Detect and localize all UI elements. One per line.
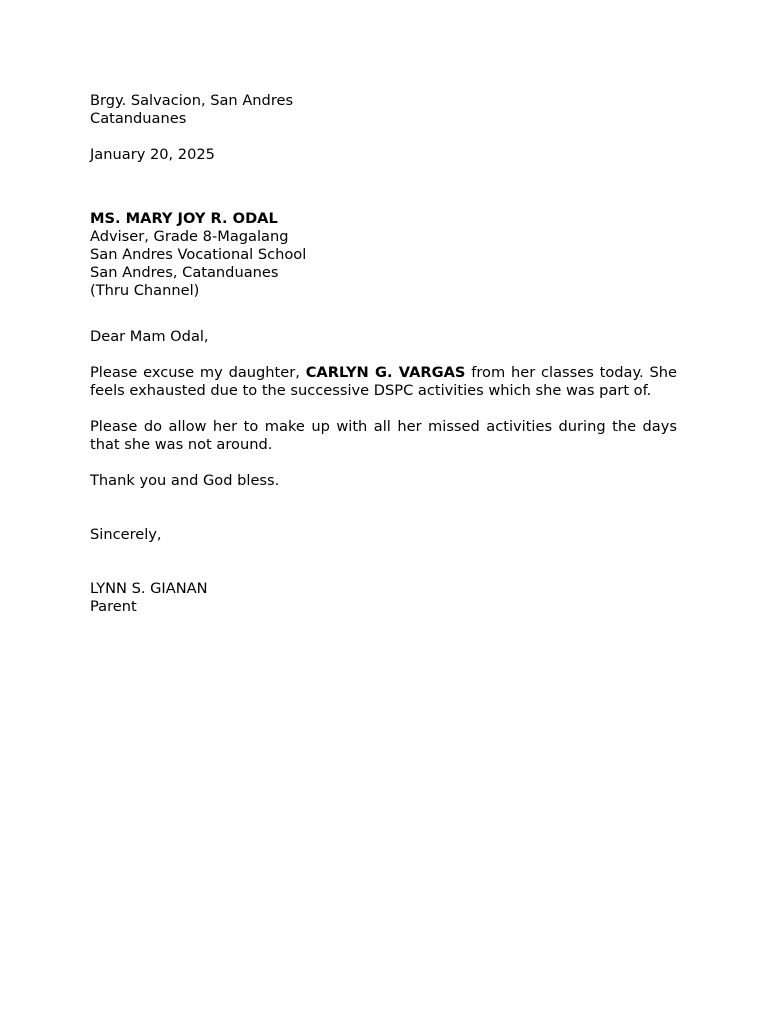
signature-name: LYNN S. GIANAN bbox=[90, 580, 208, 597]
spacer bbox=[90, 544, 677, 580]
signature-block bbox=[90, 580, 677, 616]
spacer bbox=[90, 454, 677, 472]
recipient-name: MS. MARY JOY R. ODAL bbox=[90, 210, 278, 227]
spacer bbox=[90, 128, 677, 146]
recipient-location: San Andres, Catanduanes bbox=[90, 264, 279, 281]
body-p1-before: Please excuse my daughter, bbox=[90, 364, 306, 381]
letter-date: January 20, 2025 bbox=[90, 146, 215, 163]
recipient-block bbox=[90, 210, 677, 300]
body-p1-after: from her classes today. She feels exhausted due to the successive DSPC activities which she was part of. bbox=[90, 364, 677, 399]
letter bbox=[90, 92, 677, 616]
body-paragraph-2: Please do allow her to make up with all her missed activities during the days that she was not around. bbox=[90, 418, 677, 453]
sender-address-line1: Brgy. Salvacion, San Andres bbox=[90, 92, 294, 109]
salutation: Dear Mam Odal, bbox=[90, 328, 209, 345]
body-paragraph-3: Thank you and God bless. bbox=[90, 472, 280, 489]
sender-address bbox=[90, 92, 677, 128]
recipient-note: (Thru Channel) bbox=[90, 282, 200, 299]
spacer bbox=[90, 346, 677, 364]
spacer bbox=[90, 400, 677, 418]
recipient-school: San Andres Vocational School bbox=[90, 246, 307, 263]
spacer bbox=[90, 300, 677, 328]
student-name: CARLYN G. VARGAS bbox=[305, 364, 466, 381]
sender-address-line2: Catanduanes bbox=[90, 110, 187, 127]
closing: Sincerely, bbox=[90, 526, 162, 543]
signature-role: Parent bbox=[90, 598, 137, 615]
body-paragraph-1 bbox=[90, 364, 677, 400]
spacer bbox=[90, 164, 677, 210]
spacer bbox=[90, 490, 677, 526]
recipient-position: Adviser, Grade 8-Magalang bbox=[90, 228, 289, 245]
